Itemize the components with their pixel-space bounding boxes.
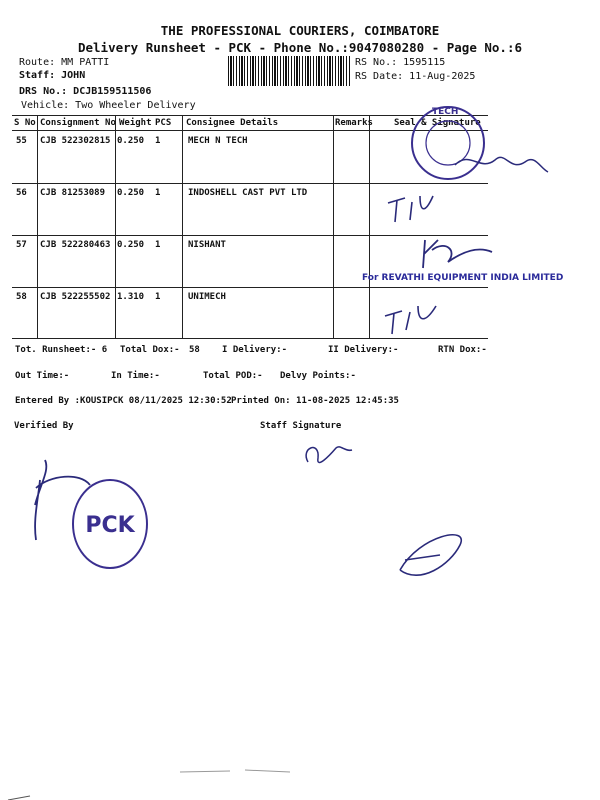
runsheet-subtitle: Delivery Runsheet - PCK - Phone No.:9047080280 - Page No.:6	[77, 40, 522, 55]
total-dox-value: 58	[189, 345, 200, 355]
signature-scribble-56	[388, 196, 433, 222]
staff-signature-scribble	[306, 447, 352, 463]
revathi-stamp-text: For REVATHI EQUIPMENT INDIA LIMITED	[362, 273, 564, 283]
tot-runsheet: Tot. Runsheet:- 6	[15, 345, 108, 355]
row-consignee: UNIMECH	[188, 292, 226, 302]
row-consignee: NISHANT	[188, 240, 226, 250]
row-sno: 57	[16, 240, 27, 250]
row-weight: 0.250	[117, 188, 145, 198]
entered-by: Entered By :KOUSIPCK 08/11/2025 12:30:52	[15, 396, 232, 406]
ii-delivery: II Delivery:-	[328, 345, 399, 355]
row-pcs: 1	[155, 240, 161, 250]
pck-stamp	[73, 480, 147, 568]
out-time: Out Time:-	[15, 371, 70, 381]
verified-by: Verified By	[14, 421, 74, 431]
signature-scribble-55	[455, 157, 548, 172]
row-consignment: CJB 522255502	[40, 292, 111, 302]
col-header-weight: Weight	[119, 118, 152, 128]
col-header-seal-signature: Seal & Signature	[394, 118, 481, 128]
row-weight: 0.250	[117, 136, 145, 146]
pck-stamp-text: PCK	[85, 513, 135, 538]
col-header-consignment: Consignment No	[40, 118, 116, 128]
row-sno: 58	[16, 292, 27, 302]
signature-scribble-58	[385, 306, 436, 334]
rtn-dox: RTN Dox:-	[438, 345, 487, 355]
row-consignment: CJB 81253089	[40, 188, 106, 198]
row-pcs: 1	[155, 188, 161, 198]
row-consignment: CJB 522280463	[40, 240, 111, 250]
rs-number: RS No.: 1595115	[355, 57, 446, 68]
total-pod: Total POD:-	[203, 371, 263, 381]
row-consignee: MECH N TECH	[188, 136, 248, 146]
rs-date: RS Date: 11-Aug-2025	[355, 71, 476, 82]
i-delivery: I Delivery:-	[222, 345, 288, 355]
col-header-sno: S No	[14, 118, 36, 128]
row-sno: 56	[16, 188, 27, 198]
signature-scribble-57	[423, 240, 492, 268]
row-consignee: INDOSHELL CAST PVT LTD	[188, 188, 308, 198]
col-header-remarks: Remarks	[335, 118, 373, 128]
staff-label: Staff: JOHN	[19, 70, 86, 81]
company-title: THE PROFESSIONAL COURIERS, COIMBATORE	[160, 23, 440, 38]
row-pcs: 1	[155, 292, 161, 302]
row-pcs: 1	[155, 136, 161, 146]
row-consignment: CJB 522302815	[40, 136, 111, 146]
loop-signature-scribble	[400, 535, 461, 575]
total-dox-label: Total Dox:-	[120, 345, 180, 355]
delvy-points: Delvy Points:-	[280, 371, 356, 381]
col-header-pcs: PCS	[155, 118, 172, 128]
in-time: In Time:-	[111, 371, 160, 381]
printed-on: Printed On: 11-08-2025 12:45:35	[231, 396, 399, 406]
scan-mark	[180, 770, 290, 772]
col-header-consignee: Consignee Details	[186, 118, 279, 128]
tech-seal-text: TECH	[432, 107, 459, 117]
route-label: Route: MM PATTI	[19, 57, 110, 68]
verified-signature-scribble	[35, 460, 90, 540]
vehicle-label: Vehicle: Two Wheeler Delivery	[21, 100, 196, 111]
drs-number: DRS No.: DCJB159511506	[19, 86, 152, 97]
row-sno: 55	[16, 136, 27, 146]
row-weight: 0.250	[117, 240, 145, 250]
tech-seal-stamp	[412, 107, 484, 179]
row-weight: 1.310	[117, 292, 145, 302]
scan-mark	[8, 796, 30, 800]
staff-signature-label: Staff Signature	[260, 421, 342, 431]
